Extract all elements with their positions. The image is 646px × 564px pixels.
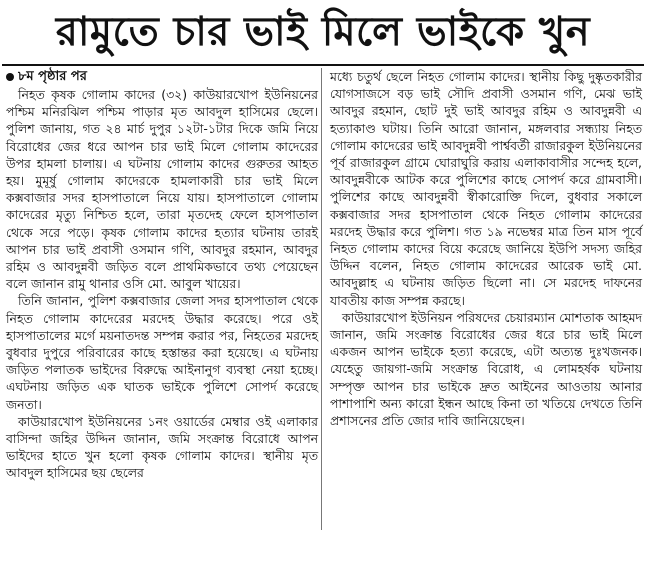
article-headline: রামুতে চার ভাই মিলে ভাইকে খুন [55,9,591,55]
bullet-icon [6,73,14,81]
paragraph: তিনি জানান, পুলিশ কক্সবাজার জেলা সদর হাসপাতাল থেকে নিহত গোলাম কাদেরের মরদেহ উদ্ধার করেছে। পরে ওই হাসপাতালের মর্গে ময়নাতদন্ত সম্পন্ন করার পর, নিহতের মরদেহ বুধবার দুপুরে পরিবারের কাছে হস্তান্তর করা হয়েছে। এ ঘটনায় জড়িত পলাতক ভাইদের বিরুদ্ধে আইনানুগ ব্যবস্থা নেয়া হচ্ছে। এঘটনায় জড়িত এক ঘাতক ভাইকে পুলিশে সোপর্দ করেছে জনতা। [6,293,318,412]
paragraph: নিহত কৃষক গোলাম কাদের (৩২) কাউয়ারখোপ ইউনিয়নের পশ্চিম মনিরঝিল পশ্চিম পাড়ার মৃত আবদুল হাসিমের ছেলে। পুলিশ জানায়, গত ২৪ মার্চ দুপুর ১২টা-১টার দিকে জমি নিয়ে বিরোধের জের ধরে আপন চার ভাই মিলে গোলাম কাদেরের উপর হামলা চালায়। এ ঘটনায় গোলাম কাদের গুরুতর আহত হয়। মুমূর্ষু গোলাম কাদেরকে হামলাকারী চার ভাই মিলে কক্সবাজার সদর হাসপাতালে নিয়ে যায়। হাসপাতালে গোলাম কাদেরের মৃত্যু নিশ্চিত হলে, তারা মৃতদেহ ফেলে হাসপাতাল থেকে সরে পড়ে। কৃষক গোলাম কাদের হত্যার ঘটনায় তারই আপন চার ভাই প্রবাসী ওসমান গণি, আবদুর রহমান, আবদুর রহিম ও আবদুন্নবী জড়িত বলে প্রাথমিকভাবে তথ্য পেয়েছেন বলে জানান রামু থানার ওসি মো. আবুল খায়ের। [6,87,318,292]
continued-label-text: ৮ম পৃষ্ঠার পর [18,69,87,84]
column-divider [321,68,322,530]
headline-rule [2,64,644,66]
paragraph: মধ্যে চতুর্থ ছেলে নিহত গোলাম কাদের। স্থানীয় কিছু দুষ্কৃতকারীর যোগসাজসে বড় ভাই সৌদি প্রবাসী ওসমান গণি, মেঝ ভাই আবদুর রহমান, ছোট দুই ভাই আবদুর রহিম ও আবদুন্নবী এ হত্যাকাণ্ড ঘটায়। তিনি আরো জানান, মঙ্গলবার সন্ধ্যায় নিহত গোলাম কাদেরের ভাই আবদুন্নবী পার্শ্ববর্তী রাজারকুল ইউনিয়নের পূর্ব রাজারকুল গ্রামে ঘোরাঘুরি করায় এলাকাবাসীর সন্দেহ হলে, আবদুন্নবীকে আটক করে পুলিশের কাছে সোপর্দ করে গ্রামবাসী। পুলিশের কাছে আবদুন্নবী স্বীকারোক্তি দিলে, বুধবার সকালে কক্সবাজার সদর হাসপাতাল থেকে নিহত গোলাম কাদেরের মরদেহ উদ্ধার করে পুলিশ। গত ১৯ নভেম্বর মাত্র তিন মাস পূর্বে নিহত গোলাম কাদের বিয়ে করেছে জানিয়ে ইউপি সদস্য জহির উদ্দিন বলেন, নিহত গোলাম কাদেরের আরেক ভাই মো. আবদুল্লাহ এ ঘটনায় জড়িত ছিলো না। সে মরদেহ দাফনের যাবতীয় কাজ সম্পন্ন করছে। [330,69,642,308]
paragraph: কাউয়ারখোপ ইউনিয়নের ১নং ওয়ার্ডের মেম্বার ওই এলাকার বাসিন্দা জহির উদ্দিন জানান, জমি সংক্রান্ত বিরোধে আপন ভাইদের হাতে খুন হলো কৃষক গোলাম কাদের। স্থানীয় মৃত আবদুল হাসিমের ছয় ছেলের [6,413,318,481]
right-column [330,68,642,429]
left-column [6,68,318,482]
paragraph: কাউয়ারখোপ ইউনিয়ন পরিষদের চেয়ারম্যান মোশতাক আহমদ জানান, জমি সংক্রান্ত বিরোধের জের ধরে চার ভাই মিলে একজন আপন ভাইকে হত্যা করেছে, এটা অত্যন্ত দুঃখজনক। যেহেতু জায়গা-জমি সংক্রান্ত বিরোধ, এ লোমহর্ষক ঘটনায় সম্পৃক্ত আপন চার ভাইকে দ্রুত আইনের আওতায় আনার পাশাপাশি অন্য কারো ইন্ধন আছে কিনা তা খতিয়ে দেখতে তিনি প্রশাসনের প্রতি জোর দাবি জানিয়েছেন। [330,309,642,429]
continued-from-label [6,68,318,86]
